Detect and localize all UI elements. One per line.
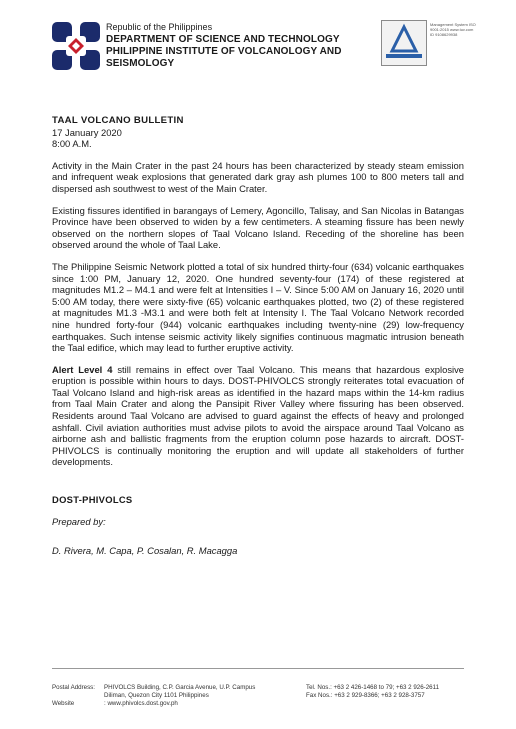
institute-name-line1: PHILIPPINE INSTITUTE OF VOLCANOLOGY AND — [106, 46, 342, 57]
paragraph-fissures: Existing fissures identified in barangays of Lemery, Agoncillo, Talisay, and San Nicolas in Batangas Province have been observed to widen by a few centimeters. A steaming fissure has been newly observed on the northern slopes of Taal Volcano Island. Receding of the shoreline has been observed around the whole of Taal Lake. — [52, 204, 464, 251]
website-link[interactable]: : www.phivolcs.dost.gov.ph — [104, 700, 178, 707]
footer-divider — [52, 668, 464, 669]
republic-label: Republic of the Philippines — [106, 22, 213, 32]
alert-level-label: Alert Level 4 — [52, 363, 113, 375]
institute-name-line2: SEISMOLOGY — [106, 58, 175, 69]
footer — [52, 684, 472, 708]
website-label: Website — [52, 700, 75, 707]
postal-address-line1: PHIVOLCS Building, C.P. Garcia Avenue, U.P. Campus — [104, 684, 256, 691]
alert-level-text: still remains in effect over Taal Volcano. This means that hazardous explosive eruption is possible within hours to days. DOST-PHIVOLCS strongly reiterates total evacuation of Taal Volcano Island and high-risk areas as identified in the hazard maps within the 14-km radius from Taal Main Crater and along the Pansipit River Valley where fissuring has been observed. Residents around Taal Volcano are advised to guard against the effects of heavy and prolonged ashfall. Civil aviation authorities must advise pilots to avoid the airspace around Taal Volcano as airborne ash and ballistic fragments from the eruption column pose hazards to aircraft. DOST-PHIVOLCS is continually monitoring the eruption and will update all stakeholders of further developments. — [52, 363, 464, 468]
signature-agency: DOST-PHIVOLCS — [52, 494, 133, 506]
bulletin-date: 17 January 2020 — [52, 126, 122, 138]
paragraph-seismic: The Philippine Seismic Network plotted a total of six hundred thirty-four (634) volcanic earthquakes since 1:00 PM, January 12, 2020. One hundred seventy-four (174) of these registered at magnitudes M1.2 – M4.1 and were felt at Intensities I – V. Since 5:00 AM on January 16, 2020 until 5:00 AM today, there were sixty-five (65) volcanic earthquakes plotted, two (2) of these registered at magnitudes M1.3 -M3.1 and were both felt at Intensity I. The Taal Volcano Network recorded nine hundred forty-four (944) volcanic earthquakes including twenty-nine (29) low-frequency earthquakes. Such intense seismic activity likely signifies continuous magmatic intrusion beneath the Taal edifice, which may lead to further eruptive activity. — [52, 260, 464, 354]
paragraph-crater-activity: Activity in the Main Crater in the past 24 hours has been characterized by steady steam emission and infrequent weak explosions that generated dark gray ash plumes 100 to 800 meters tall and dispersed ash southwest to west of the Main Crater. — [52, 159, 464, 194]
telephone-numbers: Tel. Nos.: +63 2 426-1468 to 79; +63 2 926-2611 — [306, 684, 440, 691]
certification-text: Management System ISO 9001:2015 www.tuv.com ID 9108629938 — [430, 22, 476, 37]
letterhead — [106, 22, 376, 70]
prepared-by-names: D. Rivera, M. Capa, P. Cosalan, R. Macagga — [52, 545, 238, 557]
postal-address-line2: Diliman, Quezon City 1101 Philippines — [104, 692, 209, 699]
fax-numbers: Fax Nos.: +63 2 929-8366; +63 2 928-3757 — [306, 692, 425, 699]
postal-address-label: Postal Address: — [52, 684, 95, 691]
dost-logo — [52, 22, 100, 70]
prepared-by-label: Prepared by: — [52, 515, 106, 527]
department-name: DEPARTMENT OF SCIENCE AND TECHNOLOGY — [106, 34, 340, 45]
paragraph-alert-level — [52, 364, 464, 468]
iso-certification-badge — [381, 20, 475, 64]
bulletin-time: 8:00 A.M. — [52, 138, 92, 150]
tuv-logo — [381, 20, 427, 66]
bulletin-body — [52, 115, 464, 557]
bulletin-title: TAAL VOLCANO BULLETIN — [52, 115, 184, 126]
